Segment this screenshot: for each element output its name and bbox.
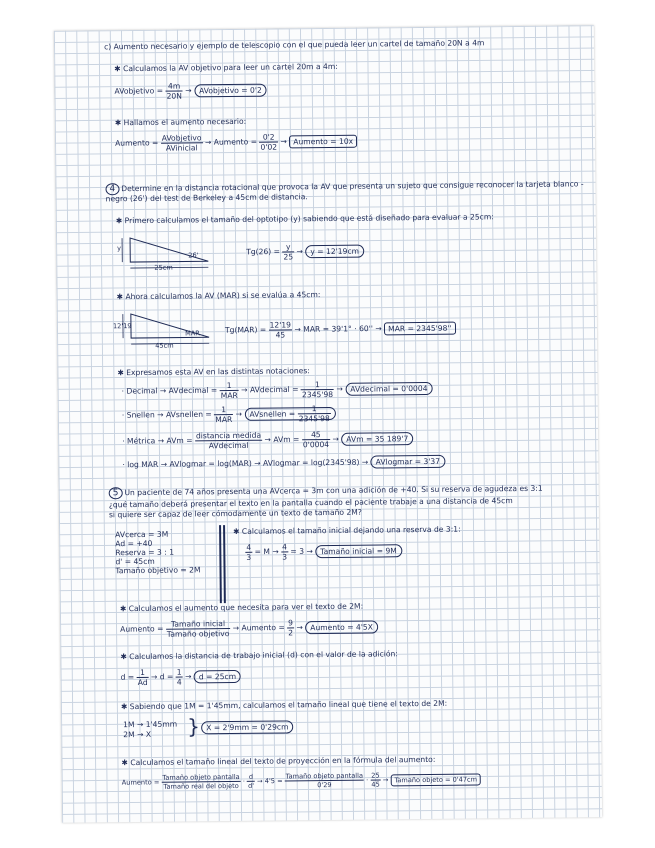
fraction-num: 45 [302, 430, 330, 440]
q4-step2: ✱ Ahora calculamos la AV (MAR) si se evalúa a 45cm: [116, 290, 321, 302]
metrica-row: · Métrica → AVm = $\frac{\text{distancia medida}}{\text{AVdecimal}}$ → AVm = $\frac{45}{0'0004}$ → AVm = 35 189'7 [122, 429, 413, 451]
eq-lhs: Aumento = [115, 138, 159, 148]
tgmar-equation: Tg(MAR) = $\frac{12'19}{45}$ → MAR = 39'1° · 60'' → MAR = 2345'98'' [225, 319, 456, 340]
given-item: d' = 45cm [115, 556, 155, 567]
q5-step2: ✱ Calculamos el aumento que necesita para ver el texto de 2M: [119, 601, 364, 614]
given-item: AVcerca = 3M [115, 529, 169, 540]
final-aumento-equation: Aumento = $\frac{\text{Tamaño objeto pantalla}}{\text{Tamaño real del objeto}}$ · $\frac{d}{d'}$ → 4'5 = $\frac{\text{Tamaño objeto pantalla}}{0'29}$ · $\frac{25}{45}$ → Tamaño objeto = 0'47cm [122, 770, 481, 791]
part-c-step2: ✱ Hallamos el aumento necesario: [114, 116, 247, 128]
fraction-den: Ad [137, 677, 148, 688]
given-item: Ad = +40 [115, 538, 153, 549]
fraction-den: 2345'98 [301, 389, 334, 400]
fraction [214, 405, 233, 424]
logmar-row: · log MAR → AVlogmar = log(MAR) → AVlogmar = log(2345'98) → AVlogmar = 3'37 [122, 457, 445, 469]
eq-part: AVsnellen = [165, 409, 212, 420]
fraction-num: y [282, 242, 294, 252]
q5-step1: ✱ Calculamos el tamaño inicial dejando una reserva de 3:1: [233, 524, 461, 536]
fraction-num: 9 [288, 618, 294, 628]
eq-mid: d = [159, 672, 174, 682]
tg26-result: y = 12'19cm [305, 244, 364, 258]
fraction-num: Tamaño objeto pantalla [285, 771, 364, 781]
rule-of-three-result: X = 2'9mm = 0'29cm [201, 720, 293, 734]
row-label: · Métrica [122, 436, 156, 446]
fraction [302, 430, 330, 449]
fraction-num: 1 [137, 668, 149, 678]
fraction-den: 25 [283, 252, 294, 262]
divider-bar [223, 525, 226, 603]
fraction [269, 320, 293, 339]
brace-glyph: } [187, 714, 201, 739]
snellen-row: · Snellen → AVsnellen = $\frac{1}{\text{MAR}}$ → AVsnellen = $\frac{1}{2345'98}$ [122, 404, 336, 425]
fraction-den: 3 [282, 552, 288, 562]
aumento-equation: Aumento = $\frac{\text{AVobjetivo}}{\text{AVinicial}}$ → Aumento = $\frac{0'2}{0'02}$ → Aumento = 10x [115, 132, 357, 154]
tamano-inicial-result: Tamaño inicial = 9M [315, 544, 402, 558]
tri1-y-label: y [117, 244, 122, 253]
fraction-num: 1 [214, 405, 233, 415]
fraction-den: 0'0004 [302, 439, 330, 450]
fraction-den: 45 [275, 330, 286, 340]
eq-mid: Aumento = [241, 622, 285, 633]
eq-part: AVdecimal = [168, 385, 218, 396]
tri1-angle-label: 26' [188, 251, 199, 260]
fraction-num: 4 [282, 542, 287, 552]
tri2-angle-label: MAR [185, 329, 200, 338]
tri2-y-label: 12'19 [112, 322, 132, 331]
eq-mid: = 3 [290, 546, 305, 556]
q4-heading-text: Determine en la distancia rotacional que provoca la AV que presenta un sujeto que consigue reconocer la tarjeta blanco - negro (26') del test de Berkeley a 45cm de distancia. [105, 179, 584, 204]
aumento-2-equation: Aumento = $\frac{\text{Tamaño inicial}}{\text{Tamaño objetivo}}$ → Aumento = $\frac{9}{2}$ → Aumento = 4'5X [120, 617, 378, 639]
metrica-result: AVm = 35 189'7 [341, 432, 413, 446]
given-data-list [115, 529, 200, 575]
fraction-den: AVdecimal [208, 440, 249, 451]
notebook-page [54, 25, 602, 823]
fraction-num: AVobjetivo [161, 133, 202, 143]
fraction-num: 0'2 [259, 133, 278, 143]
fraction [282, 242, 294, 261]
q5-heading-line2: ¿qué tamaño deberá presentar el texto en la pantalla cuando el paciente trabaje a una distancia de 45cm [108, 496, 513, 510]
q5-heading-text: Un paciente de 74 años presenta una AVcerca = 3m con una adición de +40. Si su reserva de agudeza es 3:1 [124, 483, 543, 498]
eq-mid: MAR = 39'1° · 60'' [303, 324, 373, 334]
eq-lhs: Tg(MAR) = [224, 325, 267, 335]
fraction-den: 0'29 [317, 780, 332, 790]
fraction [137, 668, 149, 687]
fraction-num: 1 [298, 404, 331, 414]
distancia-result: d = 25cm [194, 669, 241, 682]
fraction-den: Tamaño objetivo [166, 629, 230, 639]
fraction [259, 133, 278, 152]
q4-heading [105, 179, 585, 203]
fraction-num: 12'19 [269, 320, 292, 330]
part-c-step1: ✱ Calculamos la AV objetivo para leer un cartel 20m a 4m: [114, 61, 338, 74]
fraction-num: 1 [301, 380, 334, 390]
logmar-result: AVlogmar = 3'37 [371, 455, 446, 469]
eq-part: AVlogmar = log(MAR) [169, 458, 252, 469]
decimal-result: AVdecimal = 0'0004 [345, 381, 432, 395]
fraction-den: AVinicial [165, 143, 198, 153]
fraction-num: 1 [220, 381, 239, 391]
snellen-result [244, 404, 335, 424]
fraction [176, 668, 183, 687]
fraction-den: 0'02 [260, 142, 278, 152]
aumento-result: Aumento = 10x [289, 134, 357, 148]
eq-mid: 4'5 = [264, 776, 283, 786]
tri2-base-label: 45cm [155, 341, 174, 350]
eq-lhs: Aumento = [120, 624, 164, 634]
fraction-num: d [248, 772, 254, 781]
tamano-inicial-equation: $\frac{4}{3}$ = M → $\frac{4}{3}$ = 3 → Tamaño inicial = 9M [245, 541, 402, 562]
q4-number: 4 [105, 183, 119, 195]
final-result: Tamaño objeto = 0'47cm [390, 773, 481, 786]
rule-of-three-result-wrap [201, 722, 293, 732]
fraction [161, 133, 203, 152]
distancia-equation: d = $\frac{1}{Ad}$ → d = $\frac{1}{4}$ → d = 25cm [121, 667, 242, 687]
decimal-row: · Decimal → AVdecimal = $\frac{1}{\text{MAR}}$ → AVdecimal = $\frac{1}{2345'98}$ → AVdecimal = 0'0004 [122, 379, 433, 401]
fraction [370, 771, 381, 788]
fraction-num: distancia medida [195, 430, 262, 441]
q5-step3: ✱ Calculamos la distancia de trabajo inicial (d) con el valor de la adición: [120, 649, 398, 662]
av-objetivo-equation: AVobjetivo = $\frac{4m}{20N}$ → AVobjetivo = 0'2 [114, 81, 266, 102]
q4-step1: ✱ Primero calculamos el tamaño del optotipo (y) sabiendo que está diseñado para evaluar a 25cm: [115, 212, 494, 226]
fraction-num: 4 [246, 542, 252, 552]
fraction-den: d' [248, 781, 255, 790]
fraction [245, 543, 252, 562]
fraction [161, 773, 240, 791]
fraction-num: 4m [165, 82, 182, 92]
eq-lhs: Aumento = [121, 778, 160, 787]
fraction [247, 773, 255, 790]
given-item: Tamaño objetivo = 2M [115, 565, 201, 576]
row-label: · Snellen [121, 410, 155, 420]
rule-of-three-row1: 1M → 1'45mm [123, 719, 178, 730]
fraction [166, 619, 231, 639]
row-label: · log MAR [122, 459, 159, 470]
eq-mid: = M [254, 547, 270, 557]
fraction-num: Tamaño objeto pantalla [162, 772, 240, 782]
eq-lhs: AVobjetivo = [114, 86, 164, 96]
fraction [220, 381, 239, 400]
fraction [301, 380, 334, 399]
fraction [287, 618, 294, 637]
fraction-num: Tamaño inicial [166, 619, 231, 630]
tg26-equation: Tg(26) = $\frac{y}{25}$ → y = 12'19cm [246, 242, 364, 262]
fraction-den: 4 [176, 677, 182, 687]
eq-lhs: d = [120, 672, 135, 682]
av-objetivo-result: AVobjetivo = 0'2 [194, 83, 267, 97]
q5-step4: ✱ Sabiendo que 1M = 1'45mm, calculamos el tamaño lineal que tiene el texto de 2M: [120, 698, 448, 712]
q5-step5: ✱ Calculamos el tamaño lineal del texto de proyección en la fórmula del aumento: [121, 754, 436, 768]
eq-part: AVm = [166, 435, 193, 446]
tri1-base-label: 25cm [154, 263, 173, 272]
q5-heading-line3: si quiere ser capaz de leer cómodamente un texto de tamaño 2M? [108, 507, 362, 520]
fraction-den: Tamaño real del objeto [163, 781, 239, 791]
part-c-heading: c) Aumento necesario y ejemplo de telescopio con el que pueda leer un cartel de tamaño 20N a 4m [103, 38, 485, 52]
eq-lhs: Tg(26) = [246, 246, 281, 257]
fraction [285, 772, 364, 790]
eq-part: AVsnellen = [249, 408, 296, 419]
q5-number: 5 [109, 487, 123, 499]
fraction-den: MAR [220, 390, 238, 401]
divider-bar [219, 525, 222, 603]
fraction [298, 404, 331, 423]
fraction [195, 431, 262, 451]
fraction-den: 20N [166, 91, 182, 101]
fraction-den: 2 [288, 628, 294, 638]
q4-step3: ✱ Expresamos esta AV en las distintas notaciones: [117, 366, 310, 378]
fraction [281, 542, 288, 561]
fraction-den: 45 [371, 780, 380, 789]
eq-part: AVdecimal = [249, 384, 299, 395]
given-item: Reserva = 3 : 1 [115, 547, 175, 558]
fraction-num: 1 [176, 667, 182, 677]
eq-mid: Aumento = [213, 137, 258, 147]
fraction [165, 82, 183, 101]
mar-result: MAR = 2345'98'' [384, 321, 456, 335]
fraction-num: 25 [371, 771, 380, 780]
rule-of-three-row2: 2M → X [123, 729, 152, 740]
aumento-2-result: Aumento = 4'5X [305, 620, 378, 634]
eq-part: AVm = [273, 434, 300, 445]
fraction-den: MAR [215, 415, 233, 425]
fraction-den: 3 [246, 552, 252, 562]
row-label: · Decimal [121, 386, 158, 396]
eq-part: AVlogmar = log(2345'98) [262, 457, 360, 468]
fraction-den: 2345'98 [298, 413, 330, 424]
